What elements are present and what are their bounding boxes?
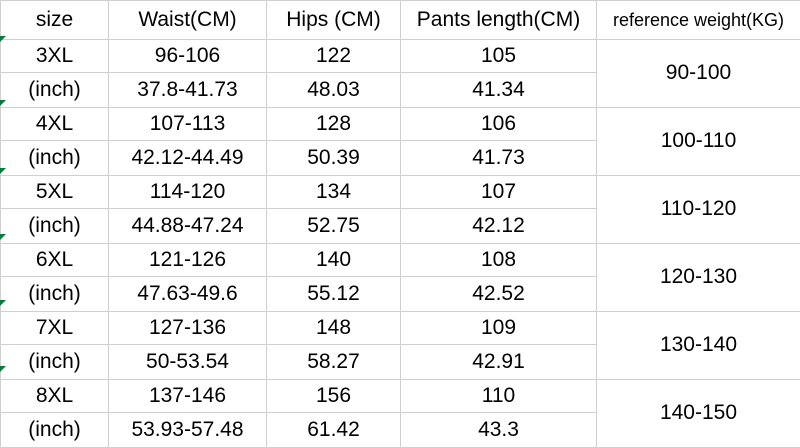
- cell-comment-marker-icon: [0, 36, 7, 43]
- cell-hips-cm: 148: [267, 312, 401, 345]
- cell-weight: 110-120: [597, 176, 800, 244]
- cell-waist-cm: 107-113: [109, 108, 267, 141]
- cell-weight: 120-130: [597, 244, 800, 312]
- cell-inch-label: (inch): [1, 413, 109, 448]
- cell-waist-in: 47.63-49.6: [109, 277, 267, 312]
- cell-comment-marker-icon: [0, 300, 7, 307]
- header-length: Pants length(CM): [401, 1, 597, 40]
- cell-comment-marker-icon: [0, 366, 7, 373]
- cell-waist-in: 42.12-44.49: [109, 141, 267, 176]
- cell-inch-label: (inch): [1, 73, 109, 108]
- cell-hips-in: 48.03: [267, 73, 401, 108]
- cell-inch-label: (inch): [1, 345, 109, 380]
- cell-hips-in: 52.75: [267, 209, 401, 244]
- cell-waist-cm: 96-106: [109, 40, 267, 73]
- cell-length-in: 42.52: [401, 277, 597, 312]
- cell-hips-in: 61.42: [267, 413, 401, 448]
- cell-length-cm: 105: [401, 40, 597, 73]
- cell-hips-cm: 122: [267, 40, 401, 73]
- cell-weight: 90-100: [597, 40, 800, 108]
- table-row: [1, 176, 800, 209]
- table-row: [1, 40, 800, 73]
- cell-length-in: 42.12: [401, 209, 597, 244]
- cell-comment-marker-icon: [0, 168, 7, 175]
- cell-waist-cm: 127-136: [109, 312, 267, 345]
- cell-hips-cm: 156: [267, 380, 401, 413]
- cell-waist-in: 50-53.54: [109, 345, 267, 380]
- cell-inch-label: (inch): [1, 277, 109, 312]
- cell-hips-cm: 140: [267, 244, 401, 277]
- cell-weight: 100-110: [597, 108, 800, 176]
- cell-inch-label: (inch): [1, 141, 109, 176]
- header-size: size: [1, 1, 109, 40]
- table-row: [1, 108, 800, 141]
- cell-hips-in: 55.12: [267, 277, 401, 312]
- header-hips: Hips (CM): [267, 1, 401, 40]
- header-waist: Waist(CM): [109, 1, 267, 40]
- cell-waist-in: 44.88-47.24: [109, 209, 267, 244]
- table-row: [1, 380, 800, 413]
- cell-comment-marker-icon: [0, 234, 7, 241]
- cell-waist-cm: 121-126: [109, 244, 267, 277]
- cell-size: 6XL: [1, 244, 109, 277]
- cell-length-in: 42.91: [401, 345, 597, 380]
- cell-length-cm: 110: [401, 380, 597, 413]
- cell-hips-in: 50.39: [267, 141, 401, 176]
- cell-size: 4XL: [1, 108, 109, 141]
- cell-waist-cm: 114-120: [109, 176, 267, 209]
- cell-waist-cm: 137-146: [109, 380, 267, 413]
- cell-comment-marker-icon: [0, 100, 7, 107]
- table-row: [1, 244, 800, 277]
- cell-waist-in: 53.93-57.48: [109, 413, 267, 448]
- cell-length-cm: 108: [401, 244, 597, 277]
- table-header-row: [1, 1, 800, 40]
- cell-size: 5XL: [1, 176, 109, 209]
- cell-weight: 130-140: [597, 312, 800, 380]
- cell-waist-in: 37.8-41.73: [109, 73, 267, 108]
- cell-size: 7XL: [1, 312, 109, 345]
- cell-length-in: 41.34: [401, 73, 597, 108]
- cell-hips-in: 58.27: [267, 345, 401, 380]
- cell-size: 8XL: [1, 380, 109, 413]
- cell-hips-cm: 134: [267, 176, 401, 209]
- cell-hips-cm: 128: [267, 108, 401, 141]
- cell-length-in: 43.3: [401, 413, 597, 448]
- table-row: [1, 312, 800, 345]
- cell-length-cm: 109: [401, 312, 597, 345]
- cell-length-cm: 107: [401, 176, 597, 209]
- cell-length-in: 41.73: [401, 141, 597, 176]
- cell-length-cm: 106: [401, 108, 597, 141]
- header-weight: reference weight(KG): [597, 1, 800, 40]
- cell-weight: 140-150: [597, 380, 800, 448]
- cell-size: 3XL: [1, 40, 109, 73]
- cell-inch-label: (inch): [1, 209, 109, 244]
